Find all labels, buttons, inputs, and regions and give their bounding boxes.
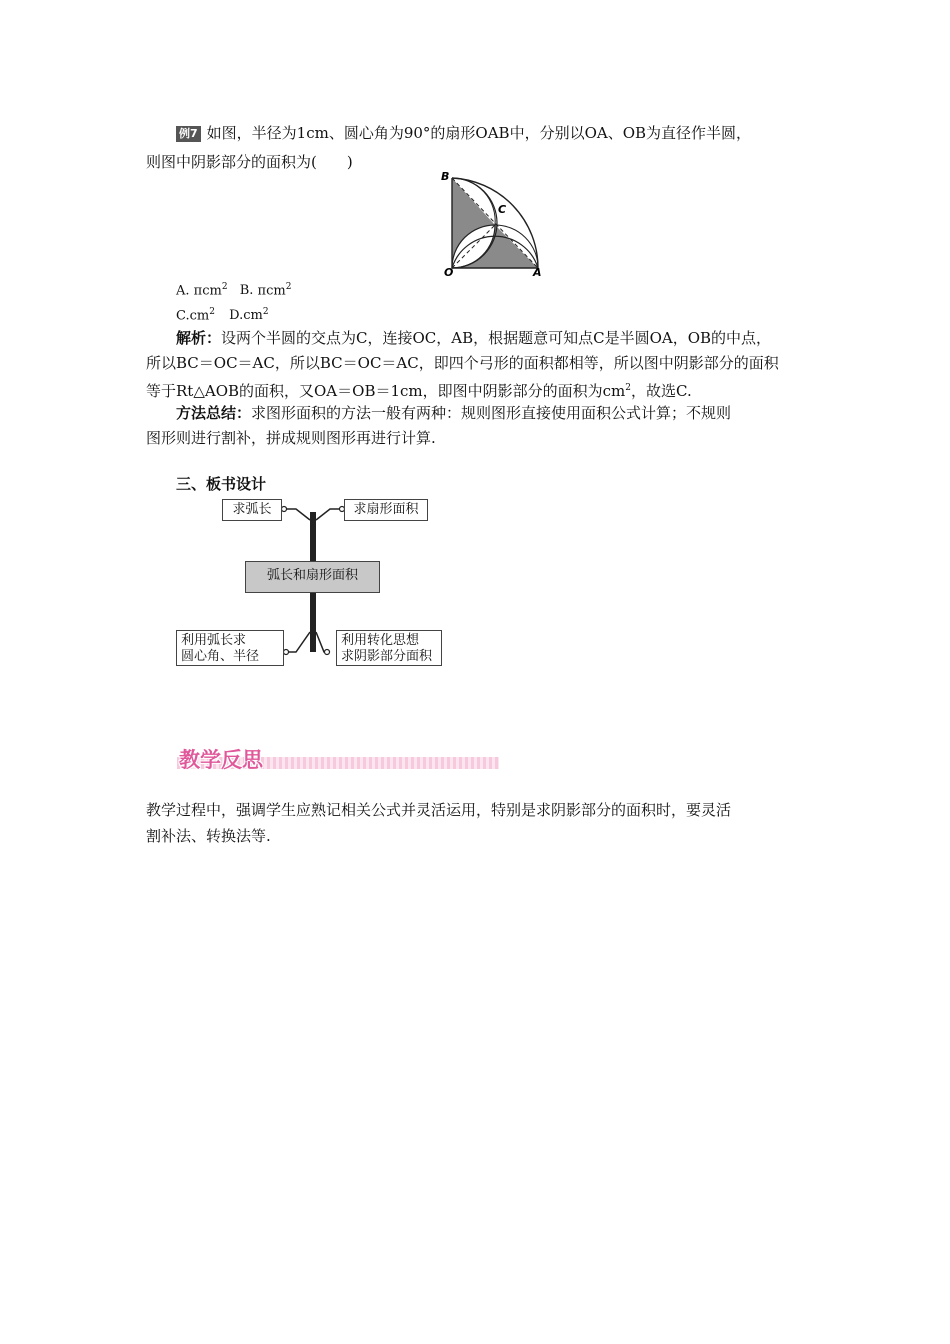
example-text-1: 如图，半径为1cm、圆心角为90°的扇形OAB中，分别以OA、OB为直径作半圆， — [206, 124, 752, 142]
section-title: 三、板书设计 — [176, 475, 267, 493]
solution-label: 解析： — [176, 329, 222, 347]
example-line-2: 则图中阴影部分的面积为( ) — [146, 153, 353, 171]
example-line-1 — [176, 123, 751, 143]
option-a-label: A. — [176, 283, 190, 299]
board-design-mindmap — [174, 492, 454, 672]
solution-line-3: 等于Rt△AOB的面积，又OA＝OB＝1cm，即图中阴影部分的面积为$cm^2$，故选C. — [146, 382, 692, 400]
options-row-2: $C.cm^2$ $D.cm^2$ — [176, 307, 269, 324]
teaching-reflection-banner — [177, 744, 499, 772]
solution-line-2: 所以BC＝OC＝AC，所以BC＝OC＝AC，即四个弓形的面积都相等，所以图中阴影部分的面积 — [146, 354, 779, 372]
options-row-1: A. πcm$^2$ B. πcm$^2$ — [176, 282, 292, 299]
option-d: D.cm — [229, 308, 263, 324]
label-c: C — [498, 203, 507, 216]
label-a: A — [533, 266, 542, 278]
reflection-line-1: 教学过程中，强调学生应熟记相关公式并灵活运用，特别是求阴影部分的面积时，要灵活 — [146, 801, 732, 819]
example-badge: 例7 — [176, 126, 201, 142]
node-center: 弧长和扇形面积 — [245, 561, 380, 593]
option-a-text: πcm — [193, 283, 222, 299]
banner-title: 教学反思 — [179, 748, 263, 772]
node-sector-area: 求扇形面积 — [344, 499, 428, 521]
method-line-2: 图形则进行割补，拼成规则图形再进行计算. — [146, 429, 436, 447]
solution-line-1: 解析：设两个半圆的交点为C，连接OC，AB，根据题意可知点C是半圆OA，OB的中点， — [176, 329, 772, 347]
node-arc-length: 求弧长 — [222, 499, 282, 521]
method-label: 方法总结： — [176, 404, 252, 422]
node-bottom-right: 利用转化思想 求阴影部分面积 — [336, 630, 442, 666]
label-b: B — [441, 170, 450, 183]
node-bottom-left: 利用弧长求 圆心角、半径 — [176, 630, 284, 666]
reflection-line-2: 割补法、转换法等. — [146, 827, 271, 845]
label-o: O — [444, 266, 454, 278]
option-c: C.cm — [176, 308, 210, 324]
option-b-text: πcm — [257, 283, 286, 299]
sector-figure — [440, 170, 550, 278]
option-b-label: B. — [239, 283, 254, 299]
method-line-1: 方法总结：求图形面积的方法一般有两种：规则图形直接使用面积公式计算；不规则 — [176, 404, 732, 422]
